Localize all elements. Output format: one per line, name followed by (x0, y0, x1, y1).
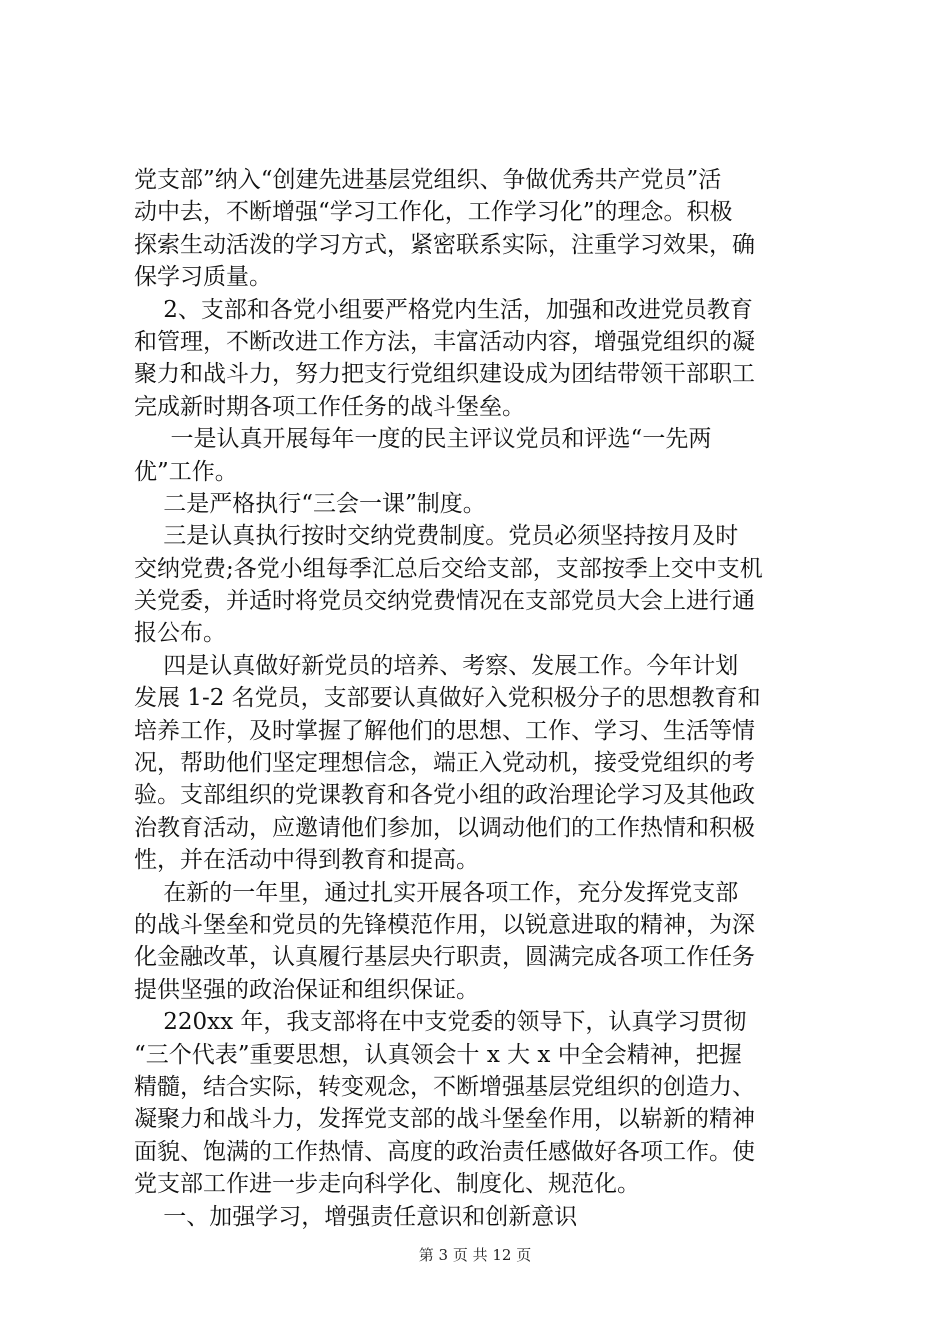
text-line: 一、加强学习，增强责任意识和创新意识 (134, 1203, 578, 1230)
text-line: 凝聚力和战斗力，发挥党支部的战斗堡垒作用，以崭新的精神 (134, 1106, 755, 1133)
text-line: 探索生动活泼的学习方式，紧密联系实际，注重学习效果，确 (134, 231, 755, 258)
text-line: 治教育活动，应邀请他们参加，以调动他们的工作热情和积极 (134, 814, 755, 841)
page-footer: 第 3 页 共 12 页 (418, 1246, 532, 1264)
text-line: 交纳党费;各党小组每季汇总后交给支部，支部按季上交中支机 (134, 555, 763, 582)
document-body (134, 164, 836, 1233)
text-line: 和管理，不断改进工作方法，丰富活动内容，增强党组织的凝 (134, 328, 755, 355)
text-line: 报公布。 (134, 620, 226, 647)
text-line: 提供坚强的政治保证和组织保证。 (134, 976, 479, 1003)
text-line: 一是认真开展每年一度的民主评议党员和评选“一先两 (134, 426, 712, 453)
text-line: 保学习质量。 (134, 264, 272, 291)
text-line: 在新的一年里，通过扎实开展各项工作，充分发挥党支部 (134, 879, 739, 906)
text-line: 动中去，不断增强“学习工作化，工作学习化”的理念。积极 (134, 199, 733, 226)
text-line: 党支部工作进一步走向科学化、制度化、规范化。 (134, 1171, 640, 1198)
text-line: 二是严格执行“三会一课”制度。 (134, 490, 486, 517)
text-line: 化金融改革，认真履行基层央行职责，圆满完成各项工作任务 (134, 944, 755, 971)
text-line: 况，帮助他们坚定理想信念，端正入党动机，接受党组织的考 (134, 750, 755, 777)
text-line: 220xx 年，我支部将在中支党委的领导下，认真学习贯彻 (134, 1009, 747, 1036)
text-line: 培养工作，及时掌握了解他们的思想、工作、学习、生活等情 (134, 717, 755, 744)
text-line: 精髓，结合实际，转变观念，不断增强基层党组织的创造力、 (134, 1073, 755, 1100)
text-line: 验。支部组织的党课教育和各党小组的政治理论学习及其他政 (134, 782, 755, 809)
text-line: 2、支部和各党小组要严格党内生活，加强和改进党员教育 (134, 296, 753, 323)
text-line: 的战斗堡垒和党员的先锋模范作用，以锐意进取的精神，为深 (134, 911, 755, 938)
text-line: 发展 1-2 名党员，支部要认真做好入党积极分子的思想教育和 (134, 685, 761, 712)
text-line: 性，并在活动中得到教育和提高。 (134, 847, 479, 874)
text-line: 四是认真做好新党员的培养、考察、发展工作。今年计划 (134, 652, 739, 679)
text-line: “三个代表”重要思想，认真领会十 x 大 x 中全会精神，把握 (134, 1041, 742, 1068)
text-line: 三是认真执行按时交纳党费制度。党员必须坚持按月及时 (134, 523, 739, 550)
text-line: 优”工作。 (134, 458, 238, 485)
text-line: 完成新时期各项工作任务的战斗堡垒。 (134, 393, 525, 420)
text-line: 关党委，并适时将党员交纳党费情况在支部党员大会上进行通 (134, 588, 755, 615)
text-line: 聚力和战斗力，努力把支行党组织建设成为团结带领干部职工 (134, 361, 755, 388)
text-line: 党支部”纳入“创建先进基层党组织、争做优秀共产党员”活 (134, 167, 722, 193)
text-line: 面貌、饱满的工作热情、高度的政治责任感做好各项工作。使 (134, 1138, 755, 1165)
